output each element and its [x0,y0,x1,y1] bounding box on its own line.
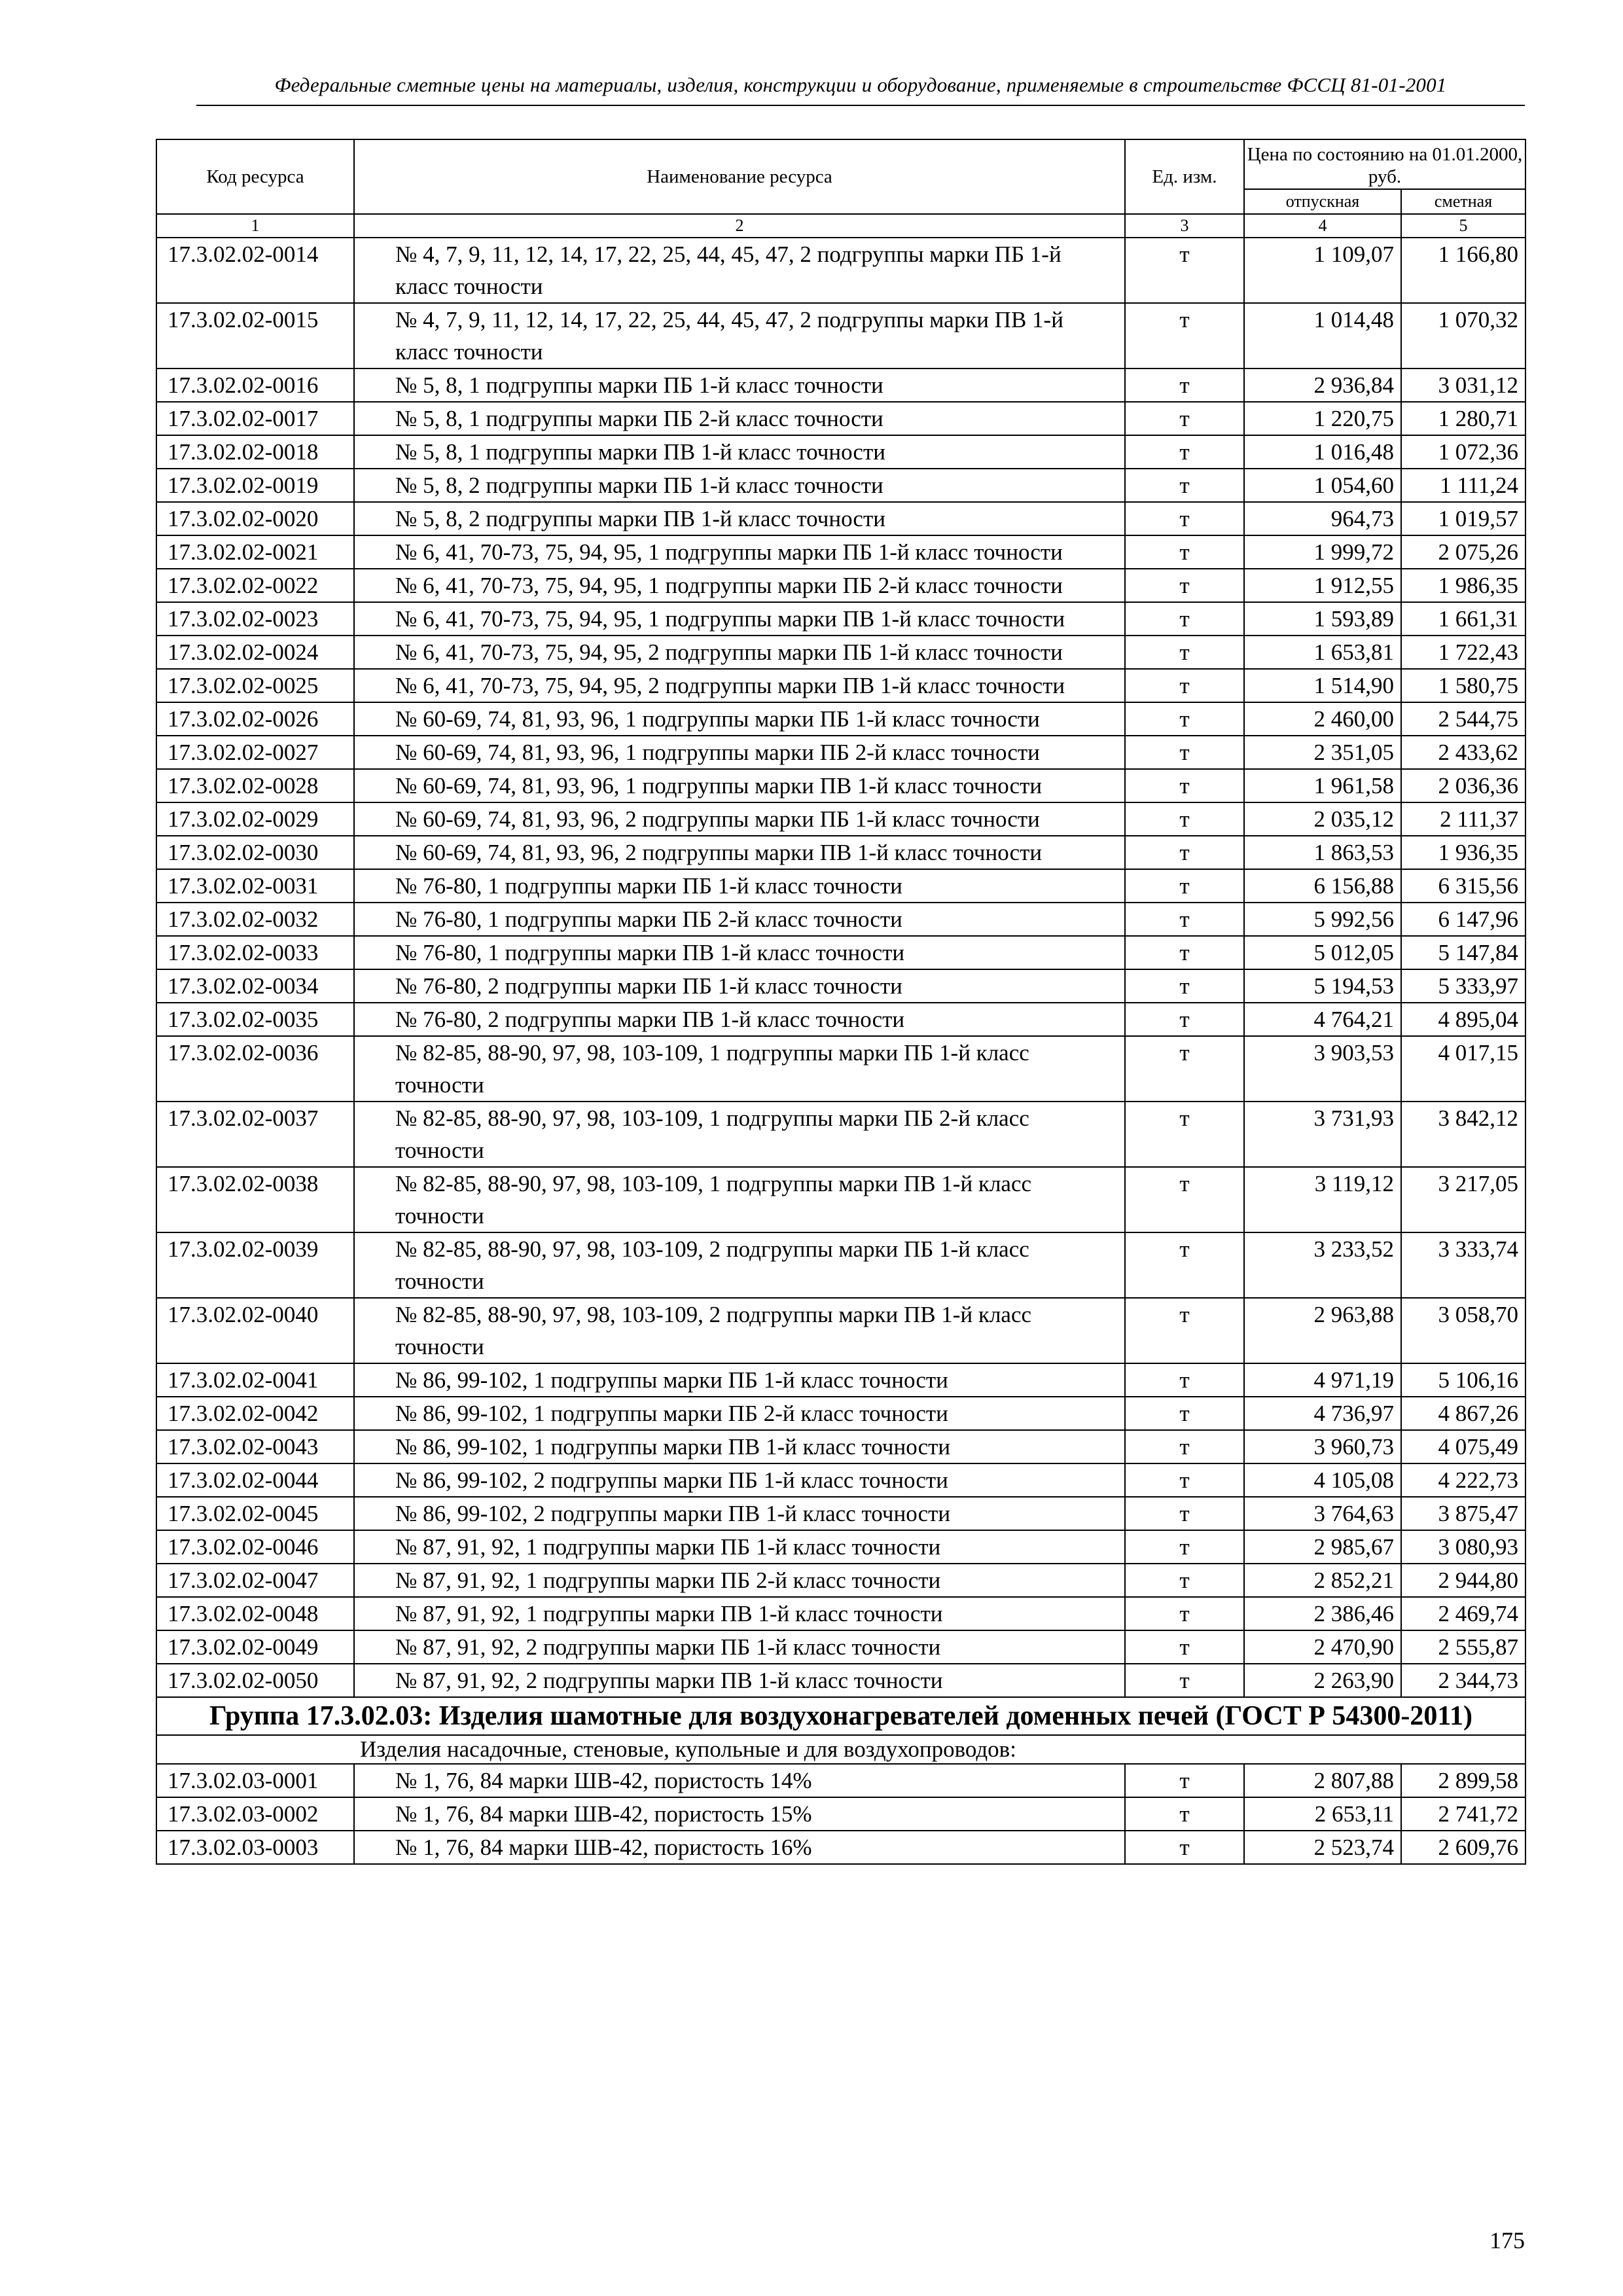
price-estimate: 3 217,05 [1401,1167,1525,1232]
price-estimate: 3 875,47 [1401,1497,1525,1530]
table-row [156,368,1525,402]
resource-code: 17.3.02.02-0019 [156,469,354,502]
price-estimate: 6 315,56 [1401,869,1525,903]
resource-code: 17.3.02.02-0017 [156,402,354,435]
table-row [156,903,1525,936]
price-estimate: 3 058,70 [1401,1298,1525,1363]
price-release: 5 194,53 [1244,969,1401,1003]
price-estimate: 6 147,96 [1401,903,1525,936]
unit: т [1125,836,1244,869]
price-release: 1 912,55 [1244,569,1401,602]
resource-code: 17.3.02.02-0023 [156,602,354,636]
price-estimate: 1 580,75 [1401,669,1525,702]
price-estimate: 1 070,32 [1401,303,1525,368]
resource-name: № 60-69, 74, 81, 93, 96, 1 подгруппы марки ПВ 1-й класс точности [354,769,1125,802]
resource-name: № 82-85, 88-90, 97, 98, 103-109, 1 подгруппы марки ПБ 2-й класс точности [354,1102,1125,1167]
resource-name: № 60-69, 74, 81, 93, 96, 2 подгруппы марки ПБ 1-й класс точности [354,802,1125,836]
unit: т [1125,702,1244,736]
table-row [156,1167,1525,1232]
unit: т [1125,1797,1244,1831]
unit: т [1125,1003,1244,1036]
table-row [156,1397,1525,1430]
table-row [156,469,1525,502]
table-row [156,1298,1525,1363]
price-estimate: 4 222,73 [1401,1463,1525,1497]
unit: т [1125,636,1244,669]
price-release: 1 863,53 [1244,836,1401,869]
resource-name: № 87, 91, 92, 1 подгруппы марки ПБ 2-й класс точности [354,1564,1125,1597]
price-estimate: 2 036,36 [1401,769,1525,802]
resource-code: 17.3.02.02-0050 [156,1664,354,1697]
unit: т [1125,1764,1244,1797]
resource-code: 17.3.02.02-0043 [156,1430,354,1463]
unit: т [1125,869,1244,903]
resource-name: № 5, 8, 1 подгруппы марки ПВ 1-й класс точности [354,435,1125,469]
table-row [156,1463,1525,1497]
table-row [156,969,1525,1003]
resource-name: № 6, 41, 70-73, 75, 94, 95, 1 подгруппы марки ПБ 1-й класс точности [354,535,1125,569]
unit: т [1125,1530,1244,1564]
price-release: 6 156,88 [1244,869,1401,903]
group-subheading-row [156,1735,1525,1764]
resource-code: 17.3.02.02-0036 [156,1036,354,1102]
price-estimate: 4 895,04 [1401,1003,1525,1036]
price-estimate: 4 867,26 [1401,1397,1525,1430]
table-header-row [156,139,1525,189]
resource-name: № 5, 8, 1 подгруппы марки ПБ 1-й класс точности [354,368,1125,402]
header-unit: Ед. изм. [1125,139,1244,214]
resource-code: 17.3.02.02-0042 [156,1397,354,1430]
unit: т [1125,402,1244,435]
price-release: 3 233,52 [1244,1232,1401,1298]
table-row [156,869,1525,903]
resource-code: 17.3.02.02-0026 [156,702,354,736]
resource-name: № 76-80, 1 подгруппы марки ПБ 1-й класс точности [354,869,1125,903]
resource-code: 17.3.02.02-0025 [156,669,354,702]
price-release: 4 971,19 [1244,1363,1401,1397]
unit: т [1125,936,1244,969]
resource-name: № 1, 76, 84 марки ШВ-42, пористость 15% [354,1797,1125,1831]
page-number: 175 [1489,2227,1525,2253]
price-release: 2 653,11 [1244,1797,1401,1831]
table-row [156,435,1525,469]
price-release: 1 999,72 [1244,535,1401,569]
resource-name: № 82-85, 88-90, 97, 98, 103-109, 1 подгруппы марки ПВ 1-й класс точности [354,1167,1125,1232]
table-row [156,736,1525,769]
resource-name: № 60-69, 74, 81, 93, 96, 1 подгруппы марки ПБ 2-й класс точности [354,736,1125,769]
price-release: 2 963,88 [1244,1298,1401,1363]
resource-code: 17.3.02.02-0035 [156,1003,354,1036]
column-number: 4 [1244,214,1401,238]
price-release: 2 470,90 [1244,1630,1401,1664]
price-release: 1 054,60 [1244,469,1401,502]
unit: т [1125,1397,1244,1430]
price-release: 2 523,74 [1244,1831,1401,1864]
price-estimate: 2 075,26 [1401,535,1525,569]
resource-code: 17.3.02.02-0028 [156,769,354,802]
unit: т [1125,435,1244,469]
price-release: 2 351,05 [1244,736,1401,769]
table-row [156,602,1525,636]
table-row [156,1430,1525,1463]
price-release: 1 653,81 [1244,636,1401,669]
table-row [156,569,1525,602]
unit: т [1125,1664,1244,1697]
resource-code: 17.3.02.02-0038 [156,1167,354,1232]
header-name: Наименование ресурса [354,139,1125,214]
price-release: 1 016,48 [1244,435,1401,469]
table-row [156,936,1525,969]
running-header: Федеральные сметные цены на материалы, изделия, конструкции и оборудование, применяемые в строительстве ФССЦ 81-01-2001 [274,73,1447,96]
table-row [156,636,1525,669]
resource-name: № 5, 8, 2 подгруппы марки ПВ 1-й класс точности [354,502,1125,535]
price-estimate: 2 741,72 [1401,1797,1525,1831]
unit: т [1125,736,1244,769]
resource-name: № 86, 99-102, 1 подгруппы марки ПВ 1-й класс точности [354,1430,1125,1463]
unit: т [1125,903,1244,936]
price-release: 4 764,21 [1244,1003,1401,1036]
table-row [156,1036,1525,1102]
price-release: 3 731,93 [1244,1102,1401,1167]
price-estimate: 4 017,15 [1401,1036,1525,1102]
price-estimate: 1 722,43 [1401,636,1525,669]
price-release: 2 035,12 [1244,802,1401,836]
price-release: 4 736,97 [1244,1397,1401,1430]
resource-name: № 76-80, 1 подгруппы марки ПБ 2-й класс точности [354,903,1125,936]
price-release: 1 961,58 [1244,769,1401,802]
price-estimate: 1 280,71 [1401,402,1525,435]
table-row [156,535,1525,569]
table-row [156,802,1525,836]
resource-name: № 60-69, 74, 81, 93, 96, 1 подгруппы марки ПБ 1-й класс точности [354,702,1125,736]
unit: т [1125,368,1244,402]
price-estimate: 1 661,31 [1401,602,1525,636]
price-release: 3 960,73 [1244,1430,1401,1463]
resource-code: 17.3.02.02-0032 [156,903,354,936]
resource-name: № 76-80, 2 подгруппы марки ПБ 1-й класс точности [354,969,1125,1003]
price-release: 2 263,90 [1244,1664,1401,1697]
price-estimate: 5 147,84 [1401,936,1525,969]
unit: т [1125,769,1244,802]
unit: т [1125,569,1244,602]
table-row [156,1797,1525,1831]
unit: т [1125,1430,1244,1463]
resource-code: 17.3.02.02-0014 [156,238,354,303]
price-release: 5 992,56 [1244,903,1401,936]
unit: т [1125,1102,1244,1167]
table-row [156,1102,1525,1167]
price-estimate: 3 333,74 [1401,1232,1525,1298]
group-heading: Группа 17.3.02.03: Изделия шамотные для воздухонагревателей доменных печей (ГОСТ Р 54300-2011) [156,1697,1525,1735]
price-release: 1 220,75 [1244,402,1401,435]
column-number: 5 [1401,214,1525,238]
resource-code: 17.3.02.02-0034 [156,969,354,1003]
table-row [156,769,1525,802]
unit: т [1125,802,1244,836]
table-row [156,402,1525,435]
resource-name: № 6, 41, 70-73, 75, 94, 95, 1 подгруппы марки ПБ 2-й класс точности [354,569,1125,602]
resource-code: 17.3.02.02-0016 [156,368,354,402]
header-price-release: отпускная [1244,189,1401,214]
price-estimate: 1 019,57 [1401,502,1525,535]
unit: т [1125,1597,1244,1630]
price-release: 2 985,67 [1244,1530,1401,1564]
resource-name: № 86, 99-102, 1 подгруппы марки ПБ 1-й класс точности [354,1363,1125,1397]
price-estimate: 2 555,87 [1401,1630,1525,1664]
price-release: 2 460,00 [1244,702,1401,736]
resource-name: № 87, 91, 92, 2 подгруппы марки ПВ 1-й класс точности [354,1664,1125,1697]
price-release: 5 012,05 [1244,936,1401,969]
price-estimate: 1 986,35 [1401,569,1525,602]
resource-code: 17.3.02.02-0024 [156,636,354,669]
resource-name: № 4, 7, 9, 11, 12, 14, 17, 22, 25, 44, 45, 47, 2 подгруппы марки ПБ 1-й класс точности [354,238,1125,303]
resource-name: № 87, 91, 92, 1 подгруппы марки ПБ 1-й класс точности [354,1530,1125,1564]
resource-name: № 6, 41, 70-73, 75, 94, 95, 2 подгруппы марки ПВ 1-й класс точности [354,669,1125,702]
resource-code: 17.3.02.02-0046 [156,1530,354,1564]
resource-code: 17.3.02.02-0022 [156,569,354,602]
table-row [156,1597,1525,1630]
resource-code: 17.3.02.02-0048 [156,1597,354,1630]
price-estimate: 5 106,16 [1401,1363,1525,1397]
resource-code: 17.3.02.02-0027 [156,736,354,769]
unit: т [1125,502,1244,535]
resource-name: № 87, 91, 92, 1 подгруппы марки ПВ 1-й класс точности [354,1597,1125,1630]
price-release: 1 109,07 [1244,238,1401,303]
table-row [156,1630,1525,1664]
table-row [156,1831,1525,1864]
header-price-estimate: сметная [1401,189,1525,214]
table-row [156,1363,1525,1397]
table-row [156,238,1525,303]
price-release: 4 105,08 [1244,1463,1401,1497]
resource-code: 17.3.02.03-0001 [156,1764,354,1797]
resource-name: № 1, 76, 84 марки ШВ-42, пористость 14% [354,1764,1125,1797]
resource-code: 17.3.02.02-0029 [156,802,354,836]
price-estimate: 2 111,37 [1401,802,1525,836]
unit: т [1125,602,1244,636]
column-number: 3 [1125,214,1244,238]
resource-name: № 87, 91, 92, 2 подгруппы марки ПБ 1-й класс точности [354,1630,1125,1664]
price-release: 2 386,46 [1244,1597,1401,1630]
unit: т [1125,1298,1244,1363]
unit: т [1125,238,1244,303]
resource-code: 17.3.02.02-0045 [156,1497,354,1530]
unit: т [1125,969,1244,1003]
resource-name: № 76-80, 2 подгруппы марки ПВ 1-й класс точности [354,1003,1125,1036]
price-estimate: 1 166,80 [1401,238,1525,303]
resource-name: № 86, 99-102, 1 подгруппы марки ПБ 2-й класс точности [354,1397,1125,1430]
unit: т [1125,1232,1244,1298]
price-estimate: 2 609,76 [1401,1831,1525,1864]
resource-code: 17.3.02.02-0044 [156,1463,354,1497]
price-release: 2 807,88 [1244,1764,1401,1797]
price-release: 3 119,12 [1244,1167,1401,1232]
header-price: Цена по состоянию на 01.01.2000, руб. [1244,139,1525,189]
unit: т [1125,469,1244,502]
resource-code: 17.3.02.02-0049 [156,1630,354,1664]
resource-name: № 86, 99-102, 2 подгруппы марки ПБ 1-й класс точности [354,1463,1125,1497]
resource-name: № 5, 8, 1 подгруппы марки ПБ 2-й класс точности [354,402,1125,435]
resource-code: 17.3.02.02-0031 [156,869,354,903]
table-row [156,502,1525,535]
unit: т [1125,535,1244,569]
resource-code: 17.3.02.02-0018 [156,435,354,469]
resource-code: 17.3.02.03-0002 [156,1797,354,1831]
price-estimate: 2 469,74 [1401,1597,1525,1630]
column-number: 1 [156,214,354,238]
resource-code: 17.3.02.02-0040 [156,1298,354,1363]
resource-code: 17.3.02.02-0015 [156,303,354,368]
table-row [156,702,1525,736]
price-estimate: 3 031,12 [1401,368,1525,402]
unit: т [1125,669,1244,702]
resource-code: 17.3.02.02-0039 [156,1232,354,1298]
resource-code: 17.3.02.02-0037 [156,1102,354,1167]
price-estimate: 1 072,36 [1401,435,1525,469]
resource-name: № 6, 41, 70-73, 75, 94, 95, 2 подгруппы марки ПБ 1-й класс точности [354,636,1125,669]
price-estimate: 2 344,73 [1401,1664,1525,1697]
price-estimate: 4 075,49 [1401,1430,1525,1463]
unit: т [1125,1497,1244,1530]
resource-code: 17.3.02.02-0041 [156,1363,354,1397]
price-estimate: 2 899,58 [1401,1764,1525,1797]
price-release: 2 852,21 [1244,1564,1401,1597]
resource-code: 17.3.02.02-0020 [156,502,354,535]
table-row [156,303,1525,368]
price-release: 3 903,53 [1244,1036,1401,1102]
table-row [156,1530,1525,1564]
unit: т [1125,1036,1244,1102]
group-subheading: Изделия насадочные, стеновые, купольные и для воздухопроводов: [156,1735,1525,1764]
table-row [156,1232,1525,1298]
header-rule [196,105,1525,106]
resource-name: № 1, 76, 84 марки ШВ-42, пористость 16% [354,1831,1125,1864]
resource-code: 17.3.02.02-0033 [156,936,354,969]
resource-code: 17.3.02.02-0021 [156,535,354,569]
unit: т [1125,303,1244,368]
price-estimate: 3 080,93 [1401,1530,1525,1564]
price-release: 3 764,63 [1244,1497,1401,1530]
column-number-row [156,214,1525,238]
table-row [156,1497,1525,1530]
unit: т [1125,1463,1244,1497]
resource-name: № 82-85, 88-90, 97, 98, 103-109, 2 подгруппы марки ПБ 1-й класс точности [354,1232,1125,1298]
table-row [156,1003,1525,1036]
resource-name: № 76-80, 1 подгруппы марки ПВ 1-й класс точности [354,936,1125,969]
unit: т [1125,1363,1244,1397]
price-release: 2 936,84 [1244,368,1401,402]
table-row [156,669,1525,702]
price-estimate: 2 944,80 [1401,1564,1525,1597]
price-release: 1 514,90 [1244,669,1401,702]
resource-code: 17.3.02.03-0003 [156,1831,354,1864]
price-estimate: 1 936,35 [1401,836,1525,869]
price-estimate: 5 333,97 [1401,969,1525,1003]
resource-name: № 82-85, 88-90, 97, 98, 103-109, 2 подгруппы марки ПВ 1-й класс точности [354,1298,1125,1363]
price-estimate: 3 842,12 [1401,1102,1525,1167]
price-release: 1 593,89 [1244,602,1401,636]
resource-name: № 82-85, 88-90, 97, 98, 103-109, 1 подгруппы марки ПБ 1-й класс точности [354,1036,1125,1102]
unit: т [1125,1630,1244,1664]
price-estimate: 2 433,62 [1401,736,1525,769]
price-estimate: 2 544,75 [1401,702,1525,736]
resource-code: 17.3.02.02-0030 [156,836,354,869]
resource-name: № 5, 8, 2 подгруппы марки ПБ 1-й класс точности [354,469,1125,502]
resource-name: № 86, 99-102, 2 подгруппы марки ПВ 1-й класс точности [354,1497,1125,1530]
header-code: Код ресурса [156,139,354,214]
unit: т [1125,1167,1244,1232]
column-number: 2 [354,214,1125,238]
price-release: 964,73 [1244,502,1401,535]
resource-name: № 4, 7, 9, 11, 12, 14, 17, 22, 25, 44, 45, 47, 2 подгруппы марки ПВ 1-й класс точности [354,303,1125,368]
price-estimate: 1 111,24 [1401,469,1525,502]
table-row [156,836,1525,869]
resource-name: № 6, 41, 70-73, 75, 94, 95, 1 подгруппы марки ПВ 1-й класс точности [354,602,1125,636]
table-row [156,1564,1525,1597]
unit: т [1125,1831,1244,1864]
resource-code: 17.3.02.02-0047 [156,1564,354,1597]
table-row [156,1664,1525,1697]
price-release: 1 014,48 [1244,303,1401,368]
resource-name: № 60-69, 74, 81, 93, 96, 2 подгруппы марки ПВ 1-й класс точности [354,836,1125,869]
price-table [156,139,1526,1865]
unit: т [1125,1564,1244,1597]
group-heading-row [156,1697,1525,1735]
table-row [156,1764,1525,1797]
